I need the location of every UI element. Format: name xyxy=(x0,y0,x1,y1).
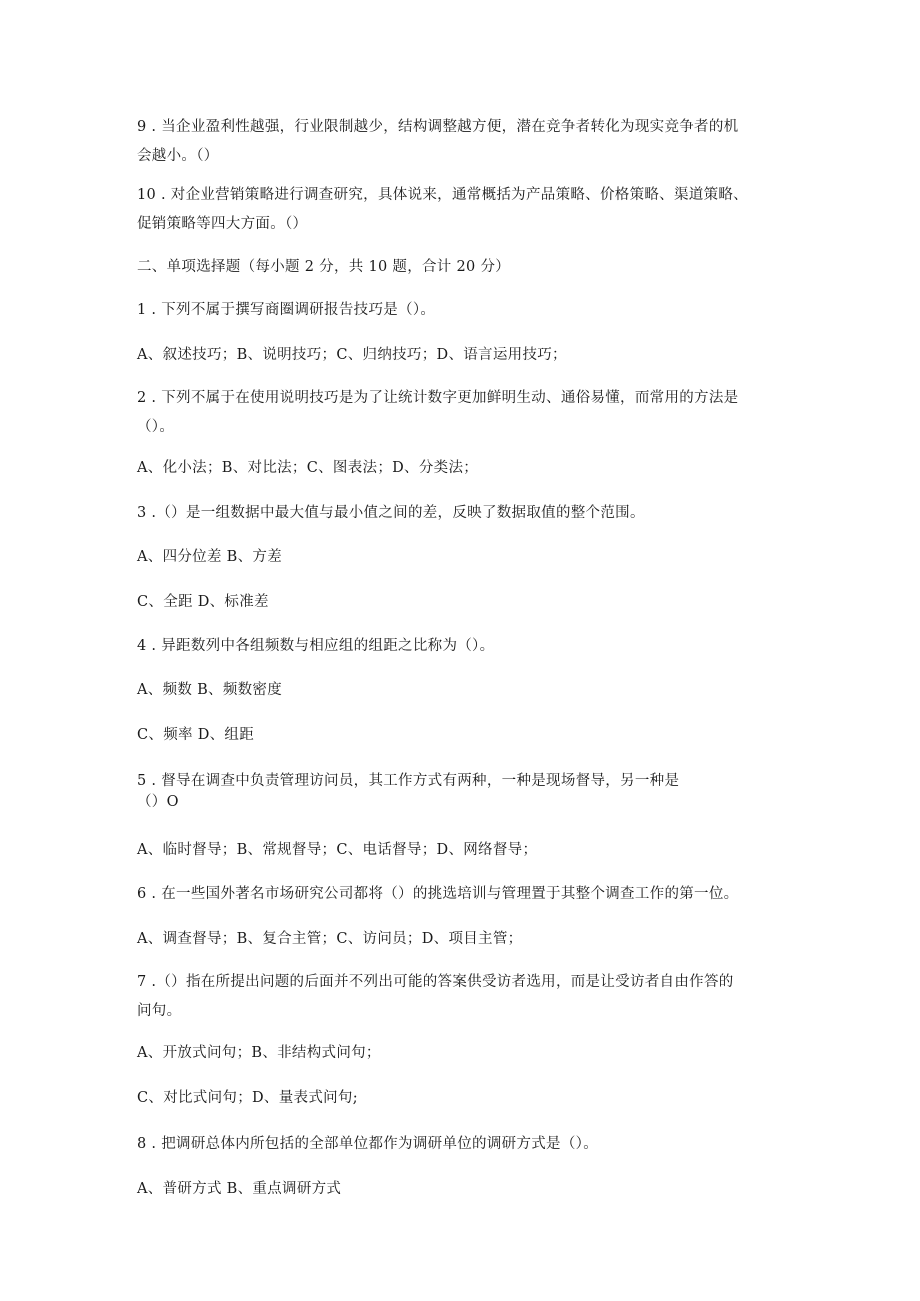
question-5-options: A、临时督导；B、常规督导；C、电话督导；D、网络督导； xyxy=(137,842,538,858)
question-7-options-ab: A、开放式问句；B、非结构式问句； xyxy=(137,1045,381,1061)
question-7-stem xyxy=(137,968,782,1026)
judgement-question-10 xyxy=(137,181,782,239)
question-8-options: A、普研方式 B、重点调研方式 xyxy=(137,1181,342,1197)
question-6-options: A、调查督导；B、复合主管；C、访问员；D、项目主管； xyxy=(137,931,523,947)
question-3-options-ab: A、四分位差 B、方差 xyxy=(137,549,283,565)
question-line: 问句。 xyxy=(137,1003,182,1019)
question-3-options-cd: C、全距 D、标准差 xyxy=(137,594,269,610)
question-6-stem: 6 . 在一些国外著名市场研究公司都将（）的挑选培训与管理置于其整个调查工作的第一位。 xyxy=(137,886,739,902)
question-line: 5 . 督导在调查中负责管理访问员，其工作方式有两种，一种是现场督导，另一种是 xyxy=(137,773,680,789)
question-8-stem: 8 . 把调研总体内所包括的全部单位都作为调研单位的调研方式是（）。 xyxy=(137,1136,598,1152)
question-line: 10 . 对企业营销策略进行调查研究，具体说来，通常概括为产品策略、价格策略、渠道策略、 xyxy=(137,187,748,203)
question-line: （）O xyxy=(137,794,179,810)
question-5-stem xyxy=(137,767,782,817)
question-1-options: A、叙述技巧；B、说明技巧；C、归纳技巧；D、语言运用技巧； xyxy=(137,347,567,363)
question-1-stem: 1 . 下列不属于撰写商圈调研报告技巧是（）。 xyxy=(137,302,436,318)
question-line: （）。 xyxy=(137,419,175,435)
question-2-stem xyxy=(137,384,782,442)
question-7-options-cd: C、对比式问句；D、量表式问句; xyxy=(137,1090,358,1106)
question-line: 会越小。（） xyxy=(137,148,219,164)
question-3-stem: 3 .（）是一组数据中最大值与最小值之间的差，反映了数据取值的整个范围。 xyxy=(137,505,645,521)
question-line: 7 .（）指在所提出问题的后面并不列出可能的答案供受访者选用，而是让受访者自由作答的 xyxy=(137,974,734,990)
question-line: 促销策略等四大方面。（） xyxy=(137,216,308,232)
section-title: 二、单项选择题（每小题 2 分，共 10 题，合计 20 分） xyxy=(137,259,511,275)
question-line: 9 . 当企业盈利性越强，行业限制越少，结构调整越方便，潜在竞争者转化为现实竞争者的机 xyxy=(137,119,739,135)
question-4-options-cd: C、频率 D、组距 xyxy=(137,727,255,743)
judgement-question-9 xyxy=(137,113,782,171)
question-line: 2 . 下列不属于在使用说明技巧是为了让统计数字更加鲜明生动、通俗易懂，而常用的方法是 xyxy=(137,390,739,406)
question-4-options-ab: A、频数 B、频数密度 xyxy=(137,682,283,698)
question-4-stem: 4 . 异距数列中各组频数与相应组的组距之比称为（）。 xyxy=(137,638,495,654)
question-2-options: A、化小法；B、对比法；C、图表法；D、分类法； xyxy=(137,460,479,476)
